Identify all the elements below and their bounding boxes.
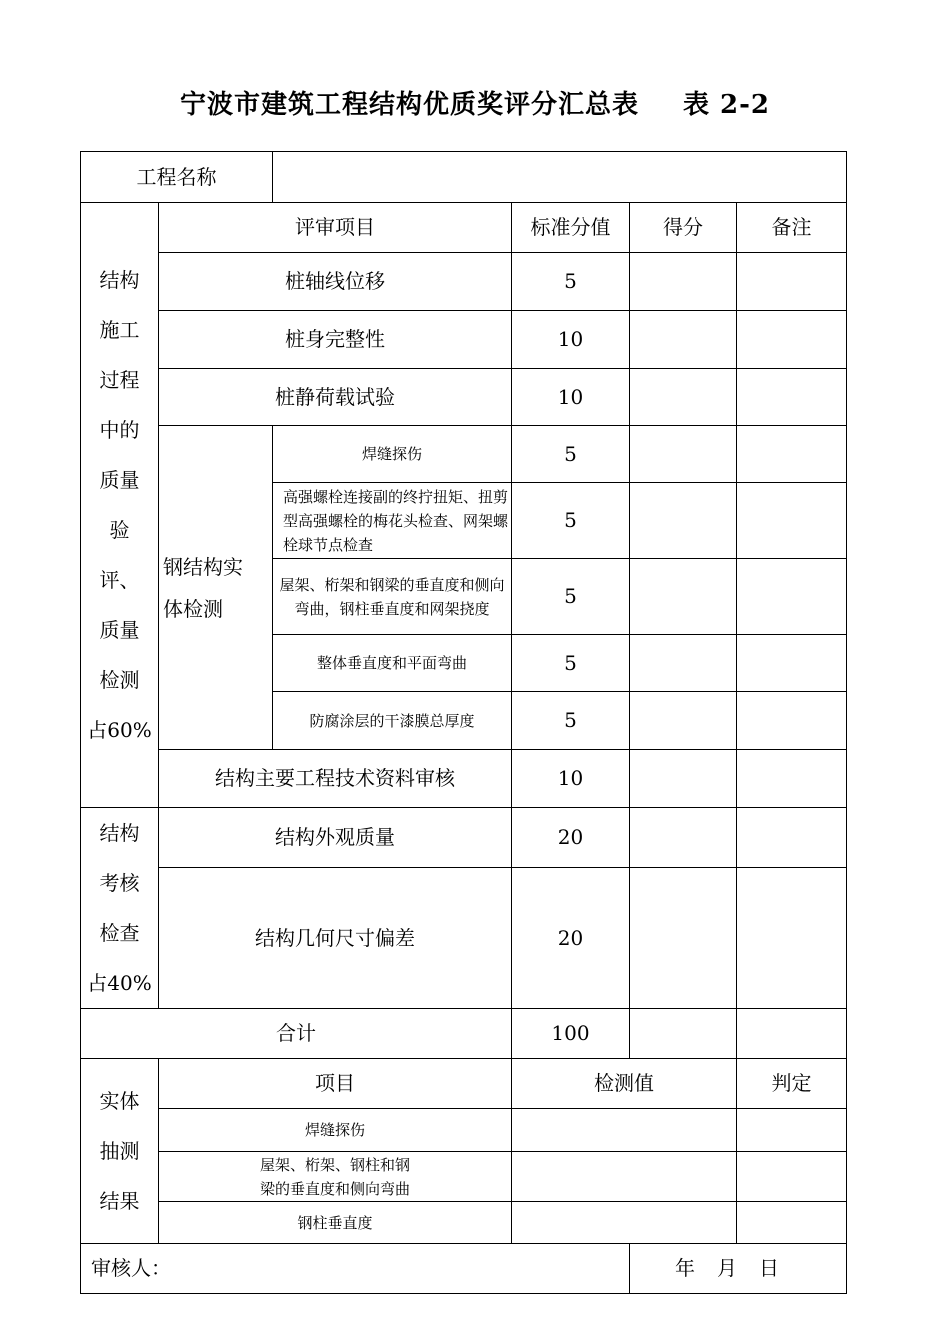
score-summary-table bbox=[80, 151, 847, 1294]
remark-cell[interactable] bbox=[737, 426, 847, 483]
score-cell[interactable] bbox=[630, 635, 737, 692]
section-line: 实体 bbox=[99, 1089, 140, 1113]
section-line: 考核 bbox=[99, 871, 140, 895]
row-item: 桩静荷载试验 bbox=[159, 369, 512, 426]
row-item: 整体垂直度和平面弯曲 bbox=[273, 635, 512, 692]
table-row bbox=[81, 253, 847, 311]
table-row bbox=[81, 426, 847, 483]
row-item: 桩身完整性 bbox=[159, 311, 512, 369]
remark-cell[interactable] bbox=[737, 369, 847, 426]
row-standard: 5 bbox=[512, 559, 630, 635]
score-cell[interactable] bbox=[630, 692, 737, 750]
section-line: 占40% bbox=[87, 971, 152, 995]
section-line: 抽测 bbox=[99, 1139, 140, 1163]
section-structure-inspection bbox=[81, 808, 159, 1009]
section-line: 施工 bbox=[99, 318, 140, 342]
section-line: 过程 bbox=[99, 368, 140, 392]
remark-cell[interactable] bbox=[737, 311, 847, 369]
sample-row bbox=[81, 1109, 847, 1152]
remark-cell[interactable] bbox=[737, 750, 847, 808]
table-number: 表 2-2 bbox=[682, 90, 771, 120]
sample-item: 屋架、桁架、钢柱和钢梁的垂直度和侧向弯曲 bbox=[159, 1152, 512, 1202]
sample-judge-cell[interactable] bbox=[737, 1152, 847, 1202]
sample-header-item: 项目 bbox=[159, 1059, 512, 1109]
sample-header-value: 检测值 bbox=[512, 1059, 737, 1109]
score-cell[interactable] bbox=[630, 426, 737, 483]
row-item: 桩轴线位移 bbox=[159, 253, 512, 311]
title-text: 宁波市建筑工程结构优质奖评分汇总表 bbox=[179, 90, 639, 120]
remark-cell[interactable] bbox=[737, 808, 847, 868]
sample-item: 焊缝探伤 bbox=[159, 1109, 512, 1152]
header-score: 得分 bbox=[630, 203, 737, 253]
section-construction-process bbox=[81, 203, 159, 808]
section-line: 中的 bbox=[99, 418, 140, 442]
row-standard: 20 bbox=[512, 868, 630, 1009]
row-standard: 20 bbox=[512, 808, 630, 868]
row-standard: 5 bbox=[512, 635, 630, 692]
section-line: 质量 bbox=[99, 618, 140, 642]
total-score-cell[interactable] bbox=[630, 1009, 737, 1059]
section-line: 结果 bbox=[99, 1189, 140, 1213]
total-row bbox=[81, 1009, 847, 1059]
row-standard: 5 bbox=[512, 253, 630, 311]
header-standard: 标准分值 bbox=[512, 203, 630, 253]
project-name-label: 工程名称 bbox=[81, 152, 273, 203]
sample-header-judge: 判定 bbox=[737, 1059, 847, 1109]
sample-item: 钢柱垂直度 bbox=[159, 1202, 512, 1244]
steel-group-line: 体检测 bbox=[163, 596, 223, 621]
score-cell[interactable] bbox=[630, 483, 737, 559]
score-cell[interactable] bbox=[630, 750, 737, 808]
section-line: 结构 bbox=[99, 821, 140, 845]
section-line: 评、 bbox=[99, 568, 140, 592]
score-cell[interactable] bbox=[630, 311, 737, 369]
row-item: 防腐涂层的干漆膜总厚度 bbox=[273, 692, 512, 750]
steel-group-line: 钢结构实 bbox=[163, 554, 243, 579]
total-remark-cell[interactable] bbox=[737, 1009, 847, 1059]
table-row bbox=[81, 369, 847, 426]
section-line: 占60% bbox=[87, 718, 152, 742]
footer-row bbox=[81, 1244, 847, 1294]
section-line: 检查 bbox=[99, 921, 140, 945]
date-field[interactable] bbox=[630, 1244, 847, 1294]
reviewer-label: 审核人： bbox=[91, 1256, 171, 1280]
row-item: 结构主要工程技术资料审核 bbox=[159, 750, 512, 808]
row-item: 焊缝探伤 bbox=[273, 426, 512, 483]
row-item: 结构外观质量 bbox=[159, 808, 512, 868]
score-cell[interactable] bbox=[630, 369, 737, 426]
section-sample-results bbox=[81, 1059, 159, 1244]
sample-value-cell[interactable] bbox=[512, 1152, 737, 1202]
row-item: 结构几何尺寸偏差 bbox=[159, 868, 512, 1009]
remark-cell[interactable] bbox=[737, 692, 847, 750]
remark-cell[interactable] bbox=[737, 559, 847, 635]
header-item: 评审项目 bbox=[159, 203, 512, 253]
total-value: 100 bbox=[512, 1009, 630, 1059]
remark-cell[interactable] bbox=[737, 868, 847, 1009]
section-line: 验 bbox=[109, 518, 130, 542]
table-row bbox=[81, 808, 847, 868]
section-line: 检测 bbox=[99, 668, 140, 692]
row-standard: 10 bbox=[512, 311, 630, 369]
row-standard: 5 bbox=[512, 483, 630, 559]
total-label: 合计 bbox=[81, 1009, 512, 1059]
row-standard: 5 bbox=[512, 426, 630, 483]
score-cell[interactable] bbox=[630, 868, 737, 1009]
score-cell[interactable] bbox=[630, 559, 737, 635]
sample-row bbox=[81, 1202, 847, 1244]
steel-structure-group bbox=[159, 426, 273, 750]
section-line: 结构 bbox=[99, 268, 140, 292]
table-row bbox=[81, 868, 847, 1009]
sample-judge-cell[interactable] bbox=[737, 1202, 847, 1244]
row-item: 屋架、桁架和钢梁的垂直度和侧向弯曲，钢柱垂直度和网架挠度 bbox=[273, 559, 512, 635]
score-cell[interactable] bbox=[630, 808, 737, 868]
project-name-field[interactable] bbox=[273, 152, 847, 203]
remark-cell[interactable] bbox=[737, 253, 847, 311]
remark-cell[interactable] bbox=[737, 635, 847, 692]
sample-judge-cell[interactable] bbox=[737, 1109, 847, 1152]
section-line: 质量 bbox=[99, 468, 140, 492]
date-day: 日 bbox=[759, 1256, 779, 1280]
header-row bbox=[81, 203, 847, 253]
reviewer-field[interactable] bbox=[81, 1244, 630, 1294]
row-standard: 10 bbox=[512, 750, 630, 808]
project-name-row bbox=[81, 152, 847, 203]
header-remark: 备注 bbox=[737, 203, 847, 253]
page-title bbox=[0, 84, 950, 121]
sample-value-cell[interactable] bbox=[512, 1109, 737, 1152]
row-item: 高强螺栓连接副的终拧扭矩、扭剪型高强螺栓的梅花头检查、网架螺栓球节点检查 bbox=[273, 483, 512, 559]
remark-cell[interactable] bbox=[737, 483, 847, 559]
row-standard: 10 bbox=[512, 369, 630, 426]
sample-header-row bbox=[81, 1059, 847, 1109]
table-row bbox=[81, 311, 847, 369]
sample-row bbox=[81, 1152, 847, 1202]
date-month: 月 bbox=[717, 1256, 737, 1280]
score-cell[interactable] bbox=[630, 253, 737, 311]
table-row bbox=[81, 750, 847, 808]
sample-value-cell[interactable] bbox=[512, 1202, 737, 1244]
date-year: 年 bbox=[675, 1256, 695, 1280]
row-standard: 5 bbox=[512, 692, 630, 750]
